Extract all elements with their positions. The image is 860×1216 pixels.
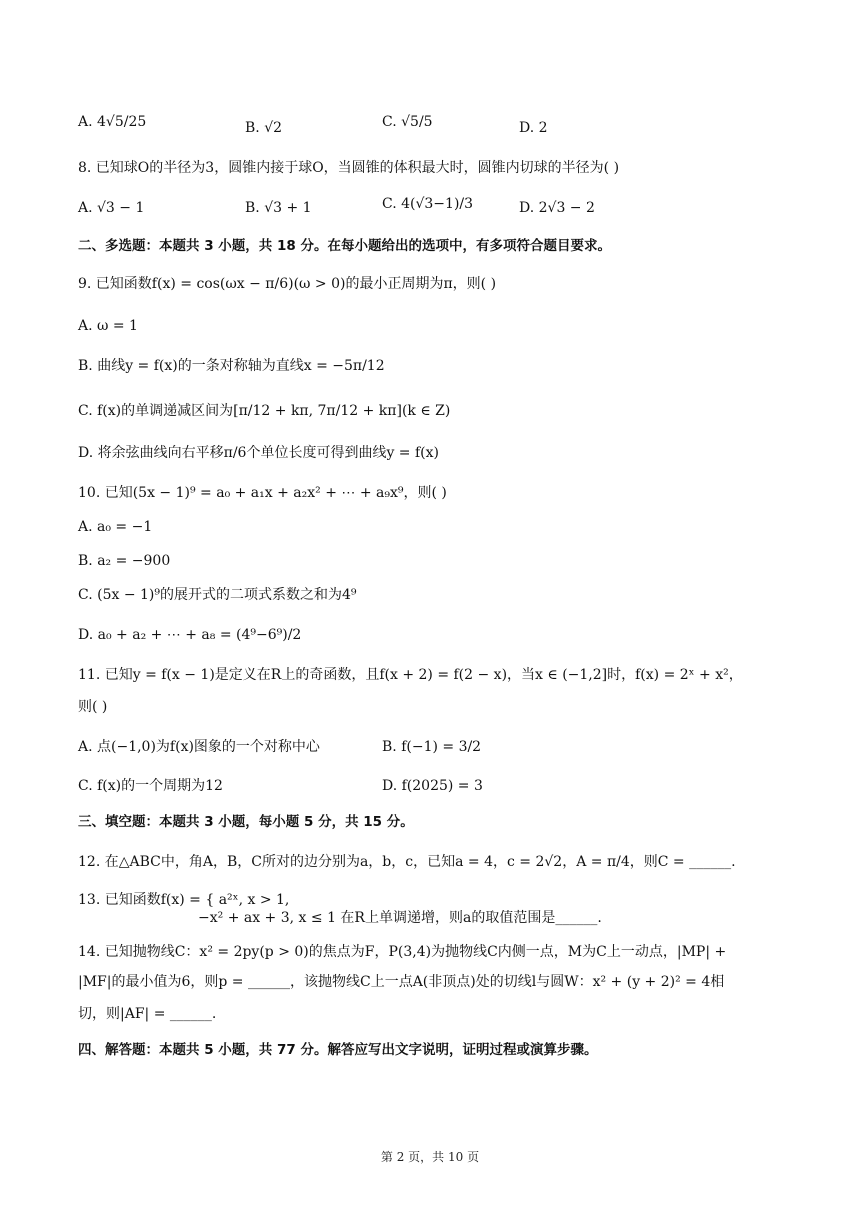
q9-option-b: B. 曲线y = f(x)的一条对称轴为直线x = −5π/12 [78,358,385,374]
q10-option-d: D. a₀ + a₂ + ⋯ + a₈ = (4⁹−6⁹)/2 [78,627,302,643]
q10-option-c: C. (5x − 1)⁹的展开式的二项式系数之和为4⁹ [78,587,357,603]
q7-option-a: A. 4√5/25 [78,114,147,130]
question-10: 10. 已知(5x − 1)⁹ = a₀ + a₁x + a₂x² + ⋯ + a₉x⁹，则( ) [78,485,447,501]
question-14-line-3: 切，则|AF| = ______. [78,1006,217,1022]
q10-option-a: A. a₀ = −1 [78,519,153,535]
question-8: 8. 已知球O的半径为3，圆锥内接于球O，当圆锥的体积最大时，圆锥内切球的半径为( ) [78,160,620,176]
q9-option-d: D. 将余弦曲线向右平移π/6个单位长度可得到曲线y = f(x) [78,445,439,461]
q8-option-b: B. √3 + 1 [245,200,312,216]
q7-option-b: B. √2 [245,120,283,136]
q11-option-a: A. 点(−1,0)为f(x)图象的一个对称中心 [78,739,320,755]
question-11: 11. 已知y = f(x − 1)是定义在R上的奇函数，且f(x + 2) = f(2 − x)，当x ∈ (−1,2]时，f(x) = 2ˣ + x²， [78,667,743,683]
q11-option-b: B. f(−1) = 3/2 [382,739,482,755]
q9-option-c: C. f(x)的单调递减区间为[π/12 + kπ, 7π/12 + kπ](k ∈ Z) [78,403,451,419]
q9-option-a: A. ω = 1 [78,318,138,334]
q11-option-c: C. f(x)的一个周期为12 [78,778,223,794]
question-14-line-2: |MF|的最小值为6，则p = ______，该抛物线C上一点A(非顶点)处的切线l与圆W：x² + (y + 2)² = 4相 [78,974,725,990]
page-footer: 第 2 页，共 10 页 [380,1150,480,1164]
section-solutions: 四、解答题：本题共 5 小题，共 77 分。解答应写出文字说明，证明过程或演算步骤。 [78,1042,598,1058]
section-fill-in: 三、填空题：本题共 3 小题，每小题 5 分，共 15 分。 [78,814,414,830]
section-multiple-choice: 二、多选题：本题共 3 小题，共 18 分。在每小题给出的选项中，有多项符合题目要求。 [78,238,611,254]
question-12: 12. 在△ABC中，角A，B，C所对的边分别为a，b，c，已知a = 4，c = 2√2，A = π/4，则C = ______. [78,854,736,870]
question-13: 13. 已知函数f(x) = { a²ˣ, x > 1, [78,892,290,908]
q7-option-c: C. √5/5 [382,114,433,130]
q8-option-a: A. √3 − 1 [78,200,145,216]
q8-option-c: C. 4(√3−1)/3 [382,196,474,212]
q8-option-d: D. 2√3 − 2 [519,200,595,216]
question-9: 9. 已知函数f(x) = cos(ωx − π/6)(ω > 0)的最小正周期为π，则( ) [78,276,497,292]
q7-option-d: D. 2 [519,120,548,136]
question-13-piecewise: −x² + ax + 3, x ≤ 1 在R上单调递增，则a的取值范围是______. [198,910,602,926]
q10-option-b: B. a₂ = −900 [78,553,171,569]
q11-option-d: D. f(2025) = 3 [382,778,483,794]
question-11-continued: 则( ) [78,699,108,715]
question-14: 14. 已知抛物线C：x² = 2py(p > 0)的焦点为F，P(3,4)为抛物线C内侧一点，M为C上一动点，|MP| + [78,944,727,960]
